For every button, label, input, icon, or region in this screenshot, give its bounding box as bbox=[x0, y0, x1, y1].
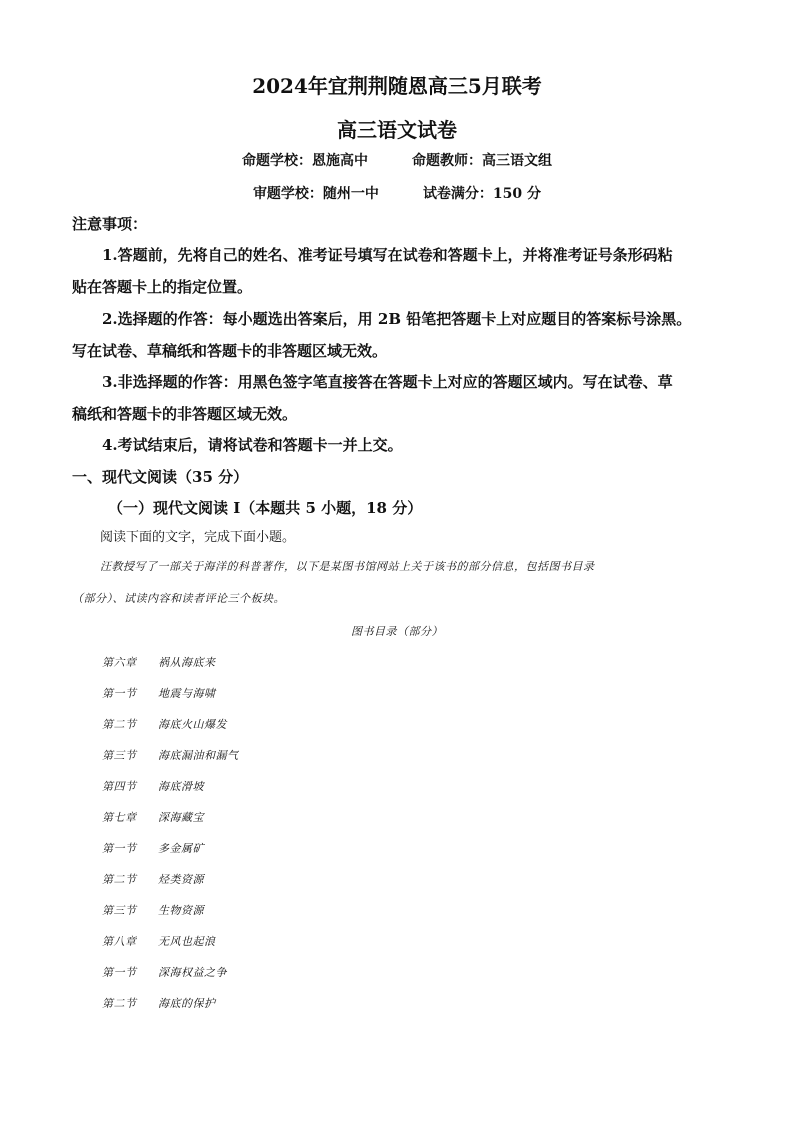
notice-item-2-line-2: 写在试卷、草稿纸和答题卡的非答题区域无效。 bbox=[72, 342, 388, 360]
intro-line-1: 汪教授写了一部关于海洋的科普著作，以下是某图书馆网站上关于该书的部分信息，包括图书目录 bbox=[100, 560, 595, 573]
review-info bbox=[0, 183, 794, 203]
toc-item-label: 第七章 bbox=[102, 811, 137, 824]
toc-item-label: 第四节 bbox=[102, 780, 137, 793]
toc-item-text: 地震与海啸 bbox=[158, 687, 216, 700]
toc-item-text: 深海权益之争 bbox=[158, 966, 227, 979]
section-heading: 一、现代文阅读（35 分） bbox=[72, 468, 249, 486]
toc-item bbox=[102, 964, 239, 995]
toc-item-label: 第一节 bbox=[102, 842, 137, 855]
toc-item bbox=[102, 654, 239, 685]
notice-item-4-line-1: 4.考试结束后，请将试卷和答题卡一并上交。 bbox=[102, 436, 403, 454]
toc-item-text: 海底的保护 bbox=[158, 997, 216, 1010]
exam-subtitle: 高三语文试卷 bbox=[337, 118, 457, 142]
notice-item-3-line-1: 3.非选择题的作答：用黑色签字笔直接答在答题卡上对应的答题区域内。写在试卷、草 bbox=[102, 373, 673, 391]
toc-item bbox=[102, 840, 239, 871]
toc-item-label: 第六章 bbox=[102, 656, 137, 669]
toc-item-label: 第二节 bbox=[102, 718, 137, 731]
full-score: 试卷满分：150 分 bbox=[422, 186, 542, 202]
reading-instruction: 阅读下面的文字，完成下面小题。 bbox=[100, 530, 296, 545]
toc-item-text: 无风也起浪 bbox=[158, 935, 216, 948]
toc-item-label: 第一节 bbox=[102, 966, 137, 979]
toc-item-text: 海底漏油和漏气 bbox=[158, 749, 239, 762]
toc-item-text: 海底滑坡 bbox=[158, 780, 204, 793]
toc-item-text: 深海藏宝 bbox=[158, 811, 204, 824]
toc-item-text: 海底火山爆发 bbox=[158, 718, 227, 731]
author-teacher: 命题教师：高三语文组 bbox=[412, 153, 552, 169]
notice-item-1-line-1: 1.答题前，先将自己的姓名、准考证号填写在试卷和答题卡上，并将准考证号条形码粘 bbox=[102, 246, 673, 264]
toc-item-label: 第三节 bbox=[102, 749, 137, 762]
toc-item bbox=[102, 933, 239, 964]
toc-item bbox=[102, 995, 239, 1026]
toc-item bbox=[102, 716, 239, 747]
toc-item bbox=[102, 871, 239, 902]
toc-item bbox=[102, 685, 239, 716]
toc-item-label: 第二节 bbox=[102, 997, 137, 1010]
author-info bbox=[0, 150, 794, 170]
intro-line-2: （部分）、试读内容和读者评论三个板块。 bbox=[72, 592, 285, 605]
toc-item-text: 祸从海底来 bbox=[158, 656, 216, 669]
toc-item-label: 第三节 bbox=[102, 904, 137, 917]
author-school: 命题学校：恩施高中 bbox=[242, 153, 368, 169]
toc-item-text: 生物资源 bbox=[158, 904, 204, 917]
toc-item bbox=[102, 747, 239, 778]
table-of-contents bbox=[102, 654, 239, 1026]
exam-title: 2024年宜荆荆随恩高三5月联考 bbox=[252, 74, 542, 98]
review-school: 审题学校：随州一中 bbox=[252, 186, 379, 202]
toc-item-label: 第一节 bbox=[102, 687, 137, 700]
notice-item-1-line-2: 贴在答题卡上的指定位置。 bbox=[72, 278, 253, 296]
toc-item-label: 第二节 bbox=[102, 873, 137, 886]
toc-item-label: 第八章 bbox=[102, 935, 137, 948]
toc-item-text: 烃类资源 bbox=[158, 873, 204, 886]
toc-item bbox=[102, 778, 239, 809]
notice-heading: 注意事项： bbox=[72, 215, 148, 233]
toc-item-text: 多金属矿 bbox=[158, 842, 204, 855]
subsection-heading: （一）现代文阅读 I（本题共 5 小题，18 分） bbox=[108, 499, 423, 517]
notice-item-3-line-2: 稿纸和答题卡的非答题区域无效。 bbox=[72, 405, 298, 423]
toc-item bbox=[102, 809, 239, 840]
toc-title: 图书目录（部分） bbox=[351, 625, 443, 638]
notice-item-2-line-1: 2.选择题的作答：每小题选出答案后，用 2B 铅笔把答题卡上对应题目的答案标号涂黑。 bbox=[102, 310, 692, 328]
toc-item bbox=[102, 902, 239, 933]
